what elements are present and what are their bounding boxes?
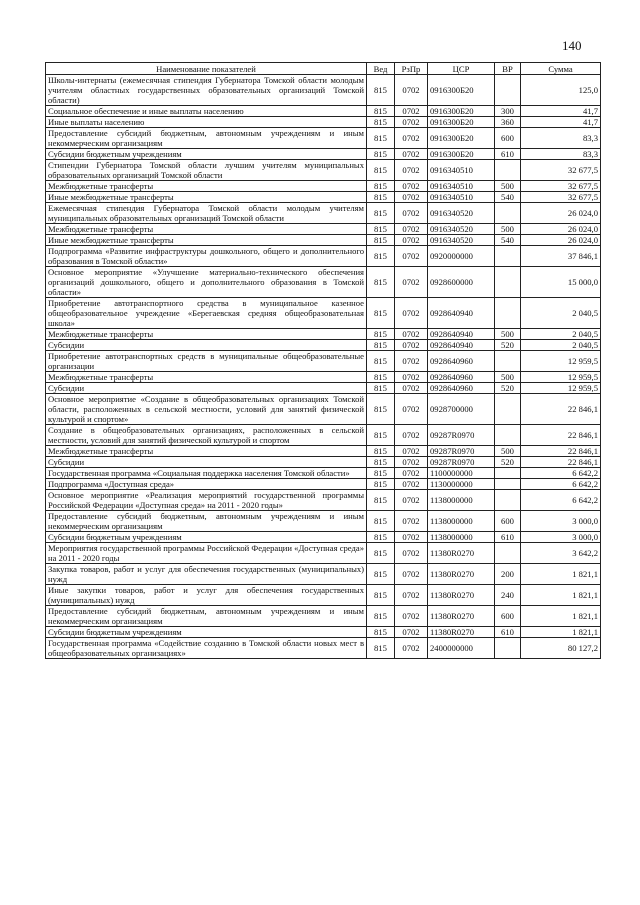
cell-csr: 2400000000 <box>428 638 495 659</box>
cell-csr: 0916300Б20 <box>428 117 495 128</box>
cell-sum: 12 959,5 <box>521 383 601 394</box>
cell-sum: 22 846,1 <box>521 394 601 425</box>
cell-csr: 0928700000 <box>428 394 495 425</box>
cell-csr: 11380R0270 <box>428 543 495 564</box>
table-row <box>46 394 601 425</box>
cell-rzpr: 0702 <box>395 638 428 659</box>
cell-ved: 815 <box>367 638 395 659</box>
cell-csr: 09287R0970 <box>428 425 495 446</box>
table-row <box>46 383 601 394</box>
cell-name: Предоставление субсидий бюджетным, автономным учреждениям и иным некоммерческим организациям <box>46 128 367 149</box>
cell-rzpr: 0702 <box>395 128 428 149</box>
cell-csr: 0928600000 <box>428 267 495 298</box>
cell-csr: 0916300Б20 <box>428 106 495 117</box>
cell-ved: 815 <box>367 543 395 564</box>
cell-csr: 0916340520 <box>428 224 495 235</box>
cell-csr: 0928640940 <box>428 298 495 329</box>
cell-ved: 815 <box>367 511 395 532</box>
cell-rzpr: 0702 <box>395 203 428 224</box>
cell-name: Межбюджетные трансферты <box>46 372 367 383</box>
cell-sum: 26 024,0 <box>521 235 601 246</box>
cell-sum: 26 024,0 <box>521 224 601 235</box>
cell-sum: 41,7 <box>521 106 601 117</box>
table-row <box>46 468 601 479</box>
table-row <box>46 564 601 585</box>
cell-ved: 815 <box>367 457 395 468</box>
cell-rzpr: 0702 <box>395 267 428 298</box>
cell-rzpr: 0702 <box>395 511 428 532</box>
cell-ved: 815 <box>367 446 395 457</box>
cell-rzpr: 0702 <box>395 543 428 564</box>
header-rzpr: РзПр <box>395 63 428 75</box>
cell-vr <box>495 425 521 446</box>
cell-ved: 815 <box>367 224 395 235</box>
cell-csr: 0928640940 <box>428 340 495 351</box>
cell-ved: 815 <box>367 267 395 298</box>
cell-csr: 0916340510 <box>428 192 495 203</box>
cell-sum: 22 846,1 <box>521 446 601 457</box>
header-sum: Сумма <box>521 63 601 75</box>
header-vr: ВР <box>495 63 521 75</box>
cell-name: Подпрограмма «Доступная среда» <box>46 479 367 490</box>
cell-rzpr: 0702 <box>395 340 428 351</box>
cell-rzpr: 0702 <box>395 149 428 160</box>
cell-ved: 815 <box>367 246 395 267</box>
cell-rzpr: 0702 <box>395 106 428 117</box>
cell-vr: 610 <box>495 532 521 543</box>
cell-name: Закупка товаров, работ и услуг для обеспечения государственных (муниципальных) нужд <box>46 564 367 585</box>
cell-rzpr: 0702 <box>395 192 428 203</box>
cell-rzpr: 0702 <box>395 585 428 606</box>
table-row <box>46 298 601 329</box>
cell-name: Межбюджетные трансферты <box>46 224 367 235</box>
cell-ved: 815 <box>367 394 395 425</box>
table-row <box>46 532 601 543</box>
cell-rzpr: 0702 <box>395 627 428 638</box>
cell-rzpr: 0702 <box>395 329 428 340</box>
cell-csr: 1138000000 <box>428 532 495 543</box>
cell-ved: 815 <box>367 372 395 383</box>
table-row <box>46 267 601 298</box>
cell-name: Приобретение автотранспортных средств в муниципальные общеобразовательные организации <box>46 351 367 372</box>
cell-sum: 12 959,5 <box>521 372 601 383</box>
cell-vr: 610 <box>495 627 521 638</box>
header-csr: ЦСР <box>428 63 495 75</box>
cell-csr: 0916340510 <box>428 181 495 192</box>
cell-ved: 815 <box>367 425 395 446</box>
cell-vr: 500 <box>495 329 521 340</box>
cell-vr <box>495 394 521 425</box>
cell-vr <box>495 160 521 181</box>
cell-ved: 815 <box>367 383 395 394</box>
cell-name: Государственная программа «Содействие созданию в Томской области новых мест в общеобразовательных организациях» <box>46 638 367 659</box>
cell-csr: 0928640960 <box>428 351 495 372</box>
cell-sum: 1 821,1 <box>521 585 601 606</box>
cell-csr: 0928640960 <box>428 383 495 394</box>
cell-ved: 815 <box>367 490 395 511</box>
cell-rzpr: 0702 <box>395 383 428 394</box>
cell-rzpr: 0702 <box>395 479 428 490</box>
cell-sum: 6 642,2 <box>521 490 601 511</box>
cell-rzpr: 0702 <box>395 75 428 106</box>
cell-vr: 600 <box>495 606 521 627</box>
cell-csr: 1138000000 <box>428 511 495 532</box>
cell-name: Иные межбюджетные трансферты <box>46 192 367 203</box>
cell-csr: 1100000000 <box>428 468 495 479</box>
table-row <box>46 192 601 203</box>
cell-sum: 83,3 <box>521 128 601 149</box>
cell-sum: 125,0 <box>521 75 601 106</box>
cell-name: Государственная программа «Социальная поддержка населения Томской области» <box>46 468 367 479</box>
cell-name: Основное мероприятие «Реализация мероприятий государственной программы Российской Федерации «Доступная среда» на 2011 - 2020 годы» <box>46 490 367 511</box>
cell-vr: 240 <box>495 585 521 606</box>
cell-rzpr: 0702 <box>395 490 428 511</box>
cell-rzpr: 0702 <box>395 372 428 383</box>
cell-sum: 32 677,5 <box>521 160 601 181</box>
cell-rzpr: 0702 <box>395 246 428 267</box>
cell-vr <box>495 490 521 511</box>
cell-ved: 815 <box>367 149 395 160</box>
header-name: Наименование показателей <box>46 63 367 75</box>
cell-sum: 1 821,1 <box>521 606 601 627</box>
cell-vr: 500 <box>495 372 521 383</box>
cell-rzpr: 0702 <box>395 468 428 479</box>
cell-name: Основное мероприятие «Улучшение материально-технического обеспечения организаций дошкольного, общего и дополнительного образования в Томской области» <box>46 267 367 298</box>
table-row <box>46 627 601 638</box>
cell-vr: 520 <box>495 457 521 468</box>
cell-vr: 500 <box>495 181 521 192</box>
cell-sum: 32 677,5 <box>521 181 601 192</box>
cell-csr: 0916340510 <box>428 160 495 181</box>
cell-name: Мероприятия государственной программы Российской Федерации «Доступная среда» на 2011 - 2020 годы <box>46 543 367 564</box>
cell-sum: 6 642,2 <box>521 479 601 490</box>
cell-ved: 815 <box>367 106 395 117</box>
table-row <box>46 638 601 659</box>
table-row <box>46 543 601 564</box>
cell-name: Иные выплаты населению <box>46 117 367 128</box>
cell-csr: 11380R0270 <box>428 627 495 638</box>
cell-rzpr: 0702 <box>395 298 428 329</box>
cell-sum: 2 040,5 <box>521 340 601 351</box>
cell-sum: 22 846,1 <box>521 425 601 446</box>
cell-csr: 1138000000 <box>428 490 495 511</box>
cell-vr: 520 <box>495 340 521 351</box>
cell-ved: 815 <box>367 128 395 149</box>
cell-csr: 0916340520 <box>428 235 495 246</box>
table-row <box>46 351 601 372</box>
cell-vr: 360 <box>495 117 521 128</box>
cell-rzpr: 0702 <box>395 181 428 192</box>
cell-vr: 540 <box>495 235 521 246</box>
cell-rzpr: 0702 <box>395 564 428 585</box>
table-row <box>46 479 601 490</box>
cell-sum: 1 821,1 <box>521 627 601 638</box>
table-row <box>46 160 601 181</box>
cell-name: Межбюджетные трансферты <box>46 181 367 192</box>
cell-name: Приобретение автотранспортного средства в муниципальное казенное общеобразовательное учреждение «Берегаевская средняя общеобразовательная школа» <box>46 298 367 329</box>
table-body <box>46 75 601 659</box>
cell-ved: 815 <box>367 298 395 329</box>
cell-ved: 815 <box>367 235 395 246</box>
cell-rzpr: 0702 <box>395 457 428 468</box>
cell-csr: 09287R0970 <box>428 457 495 468</box>
cell-vr: 610 <box>495 149 521 160</box>
table-row <box>46 224 601 235</box>
cell-vr: 600 <box>495 128 521 149</box>
cell-csr: 11380R0270 <box>428 564 495 585</box>
cell-sum: 37 846,1 <box>521 246 601 267</box>
cell-sum: 83,3 <box>521 149 601 160</box>
cell-vr: 540 <box>495 192 521 203</box>
cell-name: Субсидии <box>46 340 367 351</box>
table-row <box>46 117 601 128</box>
cell-name: Подпрограмма «Развитие инфраструктуры дошкольного, общего и дополнительного образования в Томской области» <box>46 246 367 267</box>
cell-sum: 2 040,5 <box>521 329 601 340</box>
table-row <box>46 446 601 457</box>
table-row <box>46 457 601 468</box>
cell-name: Стипендии Губернатора Томской области лучшим учителям муниципальных образовательных организаций Томской области <box>46 160 367 181</box>
cell-rzpr: 0702 <box>395 224 428 235</box>
cell-sum: 6 642,2 <box>521 468 601 479</box>
cell-ved: 815 <box>367 181 395 192</box>
cell-sum: 2 040,5 <box>521 298 601 329</box>
cell-name: Субсидии <box>46 383 367 394</box>
table-row <box>46 340 601 351</box>
cell-sum: 3 000,0 <box>521 532 601 543</box>
cell-csr: 0916300Б20 <box>428 75 495 106</box>
cell-sum: 15 000,0 <box>521 267 601 298</box>
budget-table <box>45 62 601 659</box>
cell-vr: 600 <box>495 511 521 532</box>
cell-vr <box>495 543 521 564</box>
cell-name: Субсидии бюджетным учреждениям <box>46 627 367 638</box>
cell-name: Ежемесячная стипендия Губернатора Томской области молодым учителям муниципальных образовательных организаций Томской области <box>46 203 367 224</box>
table-row <box>46 203 601 224</box>
table-row <box>46 128 601 149</box>
table-row <box>46 425 601 446</box>
cell-name: Субсидии бюджетным учреждениям <box>46 532 367 543</box>
table-header-row <box>46 63 601 75</box>
cell-rzpr: 0702 <box>395 394 428 425</box>
cell-sum: 12 959,5 <box>521 351 601 372</box>
cell-sum: 3 642,2 <box>521 543 601 564</box>
cell-name: Школы-интернаты (ежемесячная стипендия Губернатора Томской области молодым учителям областных государственных образовательных организаций Томской области) <box>46 75 367 106</box>
cell-vr <box>495 203 521 224</box>
cell-vr: 500 <box>495 446 521 457</box>
cell-csr: 0916340520 <box>428 203 495 224</box>
cell-name: Социальное обеспечение и иные выплаты населению <box>46 106 367 117</box>
table-row <box>46 511 601 532</box>
cell-rzpr: 0702 <box>395 606 428 627</box>
cell-ved: 815 <box>367 192 395 203</box>
cell-sum: 1 821,1 <box>521 564 601 585</box>
cell-rzpr: 0702 <box>395 351 428 372</box>
table-row <box>46 585 601 606</box>
table-row <box>46 149 601 160</box>
cell-vr <box>495 351 521 372</box>
cell-ved: 815 <box>367 585 395 606</box>
cell-vr <box>495 75 521 106</box>
table-row <box>46 246 601 267</box>
cell-csr: 0928640960 <box>428 372 495 383</box>
cell-name: Субсидии бюджетным учреждениям <box>46 149 367 160</box>
cell-rzpr: 0702 <box>395 117 428 128</box>
table-row <box>46 329 601 340</box>
table-row <box>46 606 601 627</box>
cell-csr: 0916300Б20 <box>428 128 495 149</box>
cell-sum: 41,7 <box>521 117 601 128</box>
cell-ved: 815 <box>367 468 395 479</box>
cell-name: Субсидии <box>46 457 367 468</box>
cell-csr: 0920000000 <box>428 246 495 267</box>
cell-vr <box>495 638 521 659</box>
cell-name: Межбюджетные трансферты <box>46 329 367 340</box>
table-row <box>46 235 601 246</box>
cell-vr: 520 <box>495 383 521 394</box>
cell-name: Предоставление субсидий бюджетным, автономным учреждениям и иным некоммерческим организациям <box>46 511 367 532</box>
cell-vr <box>495 298 521 329</box>
cell-rzpr: 0702 <box>395 532 428 543</box>
cell-ved: 815 <box>367 203 395 224</box>
cell-name: Иные межбюджетные трансферты <box>46 235 367 246</box>
cell-csr: 11380R0270 <box>428 606 495 627</box>
table-row <box>46 106 601 117</box>
cell-name: Основное мероприятие «Создание в общеобразовательных организациях Томской области, расположенных в сельской местности, условий для занятий физической культурой и спортом» <box>46 394 367 425</box>
cell-vr: 200 <box>495 564 521 585</box>
cell-csr: 0928640940 <box>428 329 495 340</box>
cell-sum: 22 846,1 <box>521 457 601 468</box>
table-row <box>46 75 601 106</box>
cell-ved: 815 <box>367 532 395 543</box>
cell-vr <box>495 267 521 298</box>
cell-name: Предоставление субсидий бюджетным, автономным учреждениям и иным некоммерческим организациям <box>46 606 367 627</box>
cell-sum: 26 024,0 <box>521 203 601 224</box>
cell-ved: 815 <box>367 606 395 627</box>
cell-sum: 32 677,5 <box>521 192 601 203</box>
page-number: 140 <box>562 38 582 53</box>
cell-ved: 815 <box>367 627 395 638</box>
cell-ved: 815 <box>367 329 395 340</box>
cell-name: Создание в общеобразовательных организациях, расположенных в сельской местности, условий для занятий физической культурой и спортом <box>46 425 367 446</box>
header-ved: Вед <box>367 63 395 75</box>
cell-rzpr: 0702 <box>395 446 428 457</box>
cell-rzpr: 0702 <box>395 235 428 246</box>
cell-ved: 815 <box>367 160 395 181</box>
cell-vr: 300 <box>495 106 521 117</box>
cell-csr: 11380R0270 <box>428 585 495 606</box>
cell-name: Иные закупки товаров, работ и услуг для обеспечения государственных (муниципальных) нужд <box>46 585 367 606</box>
cell-ved: 815 <box>367 351 395 372</box>
cell-csr: 09287R0970 <box>428 446 495 457</box>
table-row <box>46 490 601 511</box>
cell-rzpr: 0702 <box>395 160 428 181</box>
cell-vr <box>495 468 521 479</box>
table-row <box>46 372 601 383</box>
cell-csr: 0916300Б20 <box>428 149 495 160</box>
cell-vr <box>495 246 521 267</box>
cell-csr: 1130000000 <box>428 479 495 490</box>
cell-vr <box>495 479 521 490</box>
cell-ved: 815 <box>367 117 395 128</box>
cell-ved: 815 <box>367 75 395 106</box>
cell-ved: 815 <box>367 340 395 351</box>
cell-sum: 80 127,2 <box>521 638 601 659</box>
cell-vr: 500 <box>495 224 521 235</box>
cell-ved: 815 <box>367 564 395 585</box>
cell-ved: 815 <box>367 479 395 490</box>
cell-name: Межбюджетные трансферты <box>46 446 367 457</box>
cell-rzpr: 0702 <box>395 425 428 446</box>
table-row <box>46 181 601 192</box>
cell-sum: 3 000,0 <box>521 511 601 532</box>
